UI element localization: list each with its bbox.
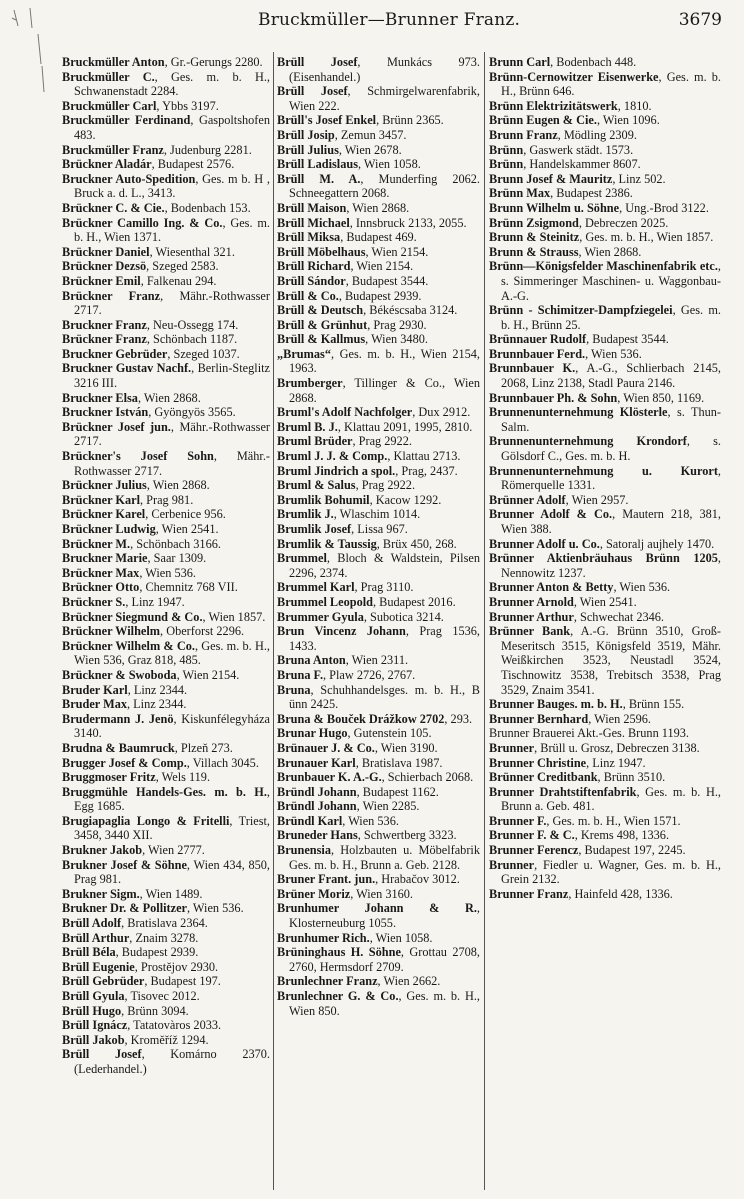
directory-entry: Brünn Elektrizitätswerk, 1810.	[489, 98, 652, 113]
directory-entry: Brüll Josip, Zemun 3457.	[277, 127, 407, 142]
directory-entry: Brückner Julius, Wien 2868.	[62, 478, 210, 493]
directory-entry: Bruml J. J. & Comp., Klattau 2713.	[277, 449, 461, 464]
directory-entry: Brünnauer Rudolf, Budapest 3544.	[489, 332, 669, 347]
running-title: Bruckmüller—Brunner Franz.	[258, 10, 521, 30]
directory-entry: Brüll Michael, Innsbruck 2133, 2055.	[277, 215, 467, 230]
directory-entry: Brünner Creditbank, Brünn 3510.	[489, 770, 666, 785]
directory-entry: Brunner Ferencz, Budapest 197, 2245.	[489, 843, 686, 858]
directory-entry: Brunn Josef & Mauritz, Linz 502.	[489, 171, 666, 186]
page-header	[0, 8, 744, 36]
directory-entry: Bruna Anton, Wien 2311.	[277, 653, 409, 668]
directory-entry: Brugger Josef & Comp., Villach 3045.	[62, 755, 259, 770]
directory-entry: Brunner Franz, Hainfeld 428, 1336.	[489, 886, 673, 901]
directory-entry: Brunner Brauerei Akt.-Ges. Brunn 1193.	[489, 726, 690, 741]
directory-entry: Brumlik & Taussig, Brüx 450, 268.	[277, 536, 457, 551]
directory-entry: Brückner Dezsö, Szeged 2583.	[62, 259, 219, 274]
directory-entry: Bruckner Gustav Nachf., Berlin-Steglitz 3216 III.	[62, 361, 270, 391]
directory-entry: Brunner F., Ges. m. b. H., Wien 1571.	[489, 813, 681, 828]
directory-entry: Bründl Johann, Wien 2285.	[277, 799, 420, 814]
directory-entry: Brunn Franz, Mödling 2309.	[489, 127, 637, 142]
directory-entry: Brunner Drahtstiftenfabrik, Ges. m. b. H., Brunn a. Geb. 481.	[489, 784, 721, 814]
directory-entry: Brüll Miksa, Budapest 469.	[277, 230, 417, 245]
directory-entry: Brüll Gebrüder, Budapest 197.	[62, 974, 221, 989]
column-divider	[484, 52, 485, 1190]
directory-entry: Brunlechner Franz, Wien 2662.	[277, 974, 441, 989]
directory-entry: Brunner Adolf & Co., Mautern 218, 381, Wien 388.	[489, 507, 721, 536]
directory-entry: Bruder Max, Linz 2344.	[62, 697, 187, 712]
directory-entry: Brünner Adolf, Wien 2957.	[489, 492, 629, 507]
directory-entry: Bruckner Elsa, Wien 2868.	[62, 390, 201, 405]
directory-column-right	[489, 55, 721, 1195]
directory-entry: Brunnenunternehmung Krondorf, s. Gölsdorf C., Ges. m. b. H.	[489, 434, 721, 464]
directory-entry: Brunner Anton & Betty, Wien 536.	[489, 580, 671, 595]
directory-entry: Brukner Jakob, Wien 2777.	[62, 843, 205, 858]
column-divider	[273, 52, 274, 1190]
directory-entry: Brünn—Königsfelder Maschinenfabrik etc., s. Simmeringer Maschinen- u. Waggonbau-A.-G.	[489, 259, 721, 303]
directory-entry: Brunar Hugo, Gutenstein 105.	[277, 726, 432, 741]
directory-entry: Brumlik J., Wlaschim 1014.	[277, 507, 421, 522]
directory-entry: Brückner Wilhelm & Co., Ges. m. b. H., Wien 536, Graz 818, 485.	[62, 638, 270, 668]
directory-entry: Brunnbauer Ferd., Wien 536.	[489, 346, 642, 361]
directory-entry: Brunn & Strauss, Wien 2868.	[489, 244, 642, 259]
directory-entry: Brunn Wilhelm u. Söhne, Ung.-Brod 3122.	[489, 200, 709, 215]
directory-entry: Bruna & Bouček Drážkow 2702, 293.	[277, 711, 473, 726]
directory-entry: Bruder Karl, Linz 2344.	[62, 682, 188, 697]
directory-entry: Brunlechner G. & Co., Ges. m. b. H., Wien 850.	[277, 989, 480, 1018]
directory-entry: Bruckner Auto-Spedition, Ges. m b. H , Bruck a. d. L., 3413.	[62, 171, 270, 201]
page-number: 3679	[678, 10, 722, 30]
directory-entry: Brunnenunternehmung Klösterle, s. Thun-Salm.	[489, 405, 721, 434]
directory-entry: Brückner Max, Wien 536.	[62, 565, 196, 580]
directory-entry: Brummer Gyula, Subotica 3214.	[277, 609, 444, 624]
directory-entry: Brüll & Grünhut, Prag 2930.	[277, 317, 427, 332]
directory-entry: Brunnbauer Ph. & Sohn, Wien 850, 1169.	[489, 390, 705, 405]
directory-entry: Brückner & Swoboda, Wien 2154.	[62, 667, 240, 682]
directory-entry: Brüll Möbelhaus, Wien 2154.	[277, 244, 429, 259]
directory-entry: Brumlik Josef, Lissa 967.	[277, 522, 408, 536]
directory-column-middle	[277, 55, 480, 1195]
directory-entry: Brumberger, Tillinger & Co., Wien 2868.	[277, 376, 480, 405]
directory-entry: Bruml & Salus, Prag 2922.	[277, 478, 416, 493]
directory-entry: Brückner Josef jun., Mähr.-Rothwasser 2717.	[62, 419, 270, 449]
directory-entry: Brüninghaus H. Söhne, Grottau 2708, 2760, Hermsdorf 2709.	[277, 945, 480, 974]
directory-entry: Bruckner Marie, Saar 1309.	[62, 551, 207, 566]
directory-entry: Brüll Josef, Schmirgelwarenfabrik, Wien 222.	[277, 84, 480, 113]
directory-entry: Brüll & Co., Budapest 2939.	[277, 288, 422, 303]
directory-entry: Brunhumer Rich., Wien 1058.	[277, 930, 433, 945]
directory-entry: Brünn, Gaswerk städt. 1573.	[489, 142, 634, 157]
directory-entry: Bruckmüller C., Ges. m. b. H., Schwanenstadt 2284.	[62, 69, 270, 99]
directory-entry: Brunn & Steinitz, Ges. m. b. H., Wien 1857.	[489, 230, 714, 245]
directory-entry: Brüll Ignácz, Tatatovàros 2033.	[62, 1018, 222, 1033]
directory-entry: Bruml Jindrich a spol., Prag, 2437.	[277, 463, 458, 478]
directory-entry: Bruggmoser Fritz, Wels 119.	[62, 770, 211, 785]
directory-entry: Brüll Arthur, Znaim 3278.	[62, 930, 199, 945]
directory-entry: Brückner's Josef Sohn, Mähr.-Rothwasser 2717.	[62, 449, 270, 478]
directory-entry: Brunn Carl, Bodenbach 448.	[489, 55, 637, 69]
directory-entry: Brumlik Bohumil, Kacow 1292.	[277, 492, 442, 507]
directory-entry: Brünauer J. & Co., Wien 3190.	[277, 740, 438, 755]
directory-entry: Brunnbauer K., A.-G., Schlierbach 2145, 2068, Linz 2138, Stadl Paura 2146.	[489, 361, 721, 391]
directory-entry: Brünner Aktienbräuhaus Brünn 1205, Nennowitz 1237.	[489, 551, 721, 580]
directory-entry: Bruckmüller Ferdinand, Gaspoltshofen 483.	[62, 113, 270, 142]
directory-entry: Brunner Adolf u. Co., Satoralj aujhely 1470.	[489, 536, 715, 551]
directory-entry: Brückner Emil, Falkenau 294.	[62, 273, 217, 288]
directory-entry: Bruckmüller Carl, Ybbs 3197.	[62, 98, 219, 113]
directory-entry: Brückner Franz, Mähr.-Rothwasser 2717.	[62, 288, 270, 318]
directory-entry: Brüll M. A., Munderfing 2062. Schneegattern 2068.	[277, 171, 480, 201]
directory-entry: Bruckner Gebrüder, Szeged 1037.	[62, 346, 240, 361]
directory-entry: Brudermann J. Jenö, Kiskunfélegyháza 3140.	[62, 711, 270, 741]
directory-entry: Brunensia, Holzbauten u. Möbelfabrik Ges. m. b. H., Brunn a. Geb. 2128.	[277, 843, 480, 872]
directory-entry: Brüll's Josef Enkel, Brünn 2365.	[277, 113, 444, 128]
directory-entry: Brünn Max, Budapest 2386.	[489, 186, 633, 201]
directory-entry: Brüll Julius, Wien 2678.	[277, 142, 402, 157]
directory-entry: Brünn Eugen & Cie., Wien 1096.	[489, 113, 660, 128]
directory-entry: Brunbauer K. A.-G., Schierbach 2068.	[277, 770, 474, 785]
directory-entry: Brunner Bernhard, Wien 2596.	[489, 711, 651, 726]
directory-entry: Brunhumer Johann & R., Klosterneuburg 1055.	[277, 901, 480, 931]
directory-entry: Brünn - Schimitzer-Dampfziegelei, Ges. m. b. H., Brünn 25.	[489, 303, 721, 332]
directory-entry: Brudna & Baumruck, Plzeň 273.	[62, 740, 233, 755]
directory-entry: „Brumas“, Ges. m. b. H., Wien 2154, 1963.	[277, 346, 480, 376]
directory-entry: Bruna F., Plaw 2726, 2767.	[277, 667, 416, 682]
directory-entry: Brückner Ludwig, Wien 2541.	[62, 522, 219, 536]
directory-entry: Bruckner Franz, Neu-Ossegg 174.	[62, 317, 239, 332]
directory-entry: Brünn, Handelskammer 8607.	[489, 157, 641, 172]
directory-entry: Brummel Karl, Prag 3110.	[277, 580, 414, 595]
directory-entry: Bruggmühle Handels-Ges. m. b. H., Egg 1685.	[62, 784, 270, 814]
directory-entry: Brüll Béla, Budapest 2939.	[62, 945, 199, 960]
directory-entry: Brückner M., Schönbach 3166.	[62, 536, 221, 551]
directory-entry: Brüll Hugo, Brünn 3094.	[62, 1003, 189, 1018]
directory-entry: Brunauer Karl, Bratislava 1987.	[277, 755, 443, 770]
directory-entry: Brugiapaglia Longo & Fritelli, Triest, 3458, 3440 XII.	[62, 813, 270, 843]
directory-entry: Bruml Brüder, Prag 2922.	[277, 434, 412, 449]
directory-entry: Brüll Ladislaus, Wien 1058.	[277, 157, 421, 172]
directory-entry: Brüll Josef, Komárno 2370. (Lederhandel.)	[62, 1047, 270, 1076]
directory-entry: Brukner Dr. & Pollitzer, Wien 536.	[62, 901, 244, 916]
directory-entry: Brückner Daniel, Wiesenthal 321.	[62, 244, 235, 259]
directory-entry: Brukner Josef & Söhne, Wien 434, 850, Prag 981.	[62, 857, 270, 887]
directory-entry: Brünner Bank, A.-G. Brünn 3510, Groß-Meseritsch 3515, Königsfeld 3519, Mähr. Weißkirchen 3523, Neustadl 3524, Tischnowitz 3538, Trebitsch 3538, Prag 3529, Znaim 3541.	[489, 624, 721, 697]
directory-entry: Bruner Frant. jun., Hrabačov 3012.	[277, 872, 460, 887]
directory-entry: Brunner Christine, Linz 1947.	[489, 755, 646, 770]
directory-entry: Brückner Wilhelm, Oberforst 2296.	[62, 624, 245, 639]
directory-entry: Brukner Sigm., Wien 1489.	[62, 886, 203, 901]
directory-entry: Brückner Aladár, Budapest 2576.	[62, 157, 235, 172]
directory-entry: Bründl Karl, Wien 536.	[277, 813, 399, 828]
directory-entry: Bruckner István, Gyöngyös 3565.	[62, 405, 236, 420]
directory-entry: Brüll Gyula, Tisovec 2012.	[62, 989, 200, 1003]
directory-entry: Bruml B. J., Klattau 2091, 1995, 2810.	[277, 419, 473, 434]
directory-entry: Brüll & Deutsch, Békéscsaba 3124.	[277, 303, 458, 318]
directory-entry: Brunner Arthur, Schwechat 2346.	[489, 609, 664, 624]
directory-entry: Brüll Richard, Wien 2154.	[277, 259, 414, 274]
directory-entry: Brückner C. & Cie., Bodenbach 153.	[62, 200, 251, 215]
directory-entry: Brüll Adolf, Bratislava 2364.	[62, 916, 208, 931]
directory-entry: Bründl Johann, Budapest 1162.	[277, 784, 439, 799]
directory-entry: Brüll Sándor, Budapest 3544.	[277, 273, 429, 288]
directory-entry: Brun Vincenz Johann, Prag 1536, 1433.	[277, 624, 480, 653]
directory-entry: Bruna, Schuhhandelsges. m. b. H., B ünn 2425.	[277, 682, 480, 712]
directory-column-left	[62, 55, 270, 1195]
directory-entry: Brüll & Kallmus, Wien 3480.	[277, 332, 428, 347]
directory-entry: Brüll Jakob, Kroměříž 1294.	[62, 1032, 209, 1047]
directory-entry: Brunner, Fiedler u. Wagner, Ges. m. b. H., Grein 2132.	[489, 857, 721, 887]
directory-entry: Brückner Siegmund & Co., Wien 1857.	[62, 609, 266, 624]
directory-entry: Brückner Camillo Ing. & Co., Ges. m. b. H., Wien 1371.	[62, 215, 270, 245]
directory-entry: Brunner, Brüll u. Grosz, Debreczen 3138.	[489, 740, 700, 755]
directory-entry: Brummel Leopold, Budapest 2016.	[277, 594, 456, 609]
directory-entry: Brunnenunternehmung u. Kurort, Römerquelle 1331.	[489, 463, 721, 493]
directory-entry: Brunner F. & C., Krems 498, 1336.	[489, 828, 670, 843]
directory-entry: Brünn-Cernowitzer Eisenwerke, Ges. m. b. H., Brünn 646.	[489, 69, 721, 99]
directory-entry: Bruml's Adolf Nachfolger, Dux 2912.	[277, 405, 471, 420]
directory-entry: Brunner Bauges. m. b. H., Brünn 155.	[489, 697, 685, 712]
directory-entry: Brückner S., Linz 1947.	[62, 594, 185, 609]
directory-entry: Brückner Karel, Cerbenice 956.	[62, 507, 226, 522]
directory-entry: Brünn Zsigmond, Debreczen 2025.	[489, 215, 669, 230]
directory-entry: Bruckmüller Anton, Gr.-Gerungs 2280.	[62, 55, 263, 69]
directory-entry: Brückner Franz, Schönbach 1187.	[62, 332, 238, 347]
directory-entry: Brüll Josef, Munkács 973. (Eisenhandel.)	[277, 55, 480, 84]
directory-entry: Brüll Eugenie, Prostějov 2930.	[62, 959, 219, 974]
directory-entry: Brüner Moriz, Wien 3160.	[277, 886, 414, 901]
directory-entry: Bruneder Hans, Schwertberg 3323.	[277, 828, 457, 843]
directory-entry: Brückner Karl, Prag 981.	[62, 492, 194, 507]
directory-entry: Bruckmüller Franz, Judenburg 2281.	[62, 142, 252, 157]
directory-entry: Brummel, Bloch & Waldstein, Pilsen 2296, 2374.	[277, 551, 480, 580]
directory-entry: Brückner Otto, Chemnitz 768 VII.	[62, 580, 238, 595]
directory-entry: Brüll Maison, Wien 2868.	[277, 200, 410, 215]
directory-entry: Brunner Arnold, Wien 2541.	[489, 594, 637, 609]
